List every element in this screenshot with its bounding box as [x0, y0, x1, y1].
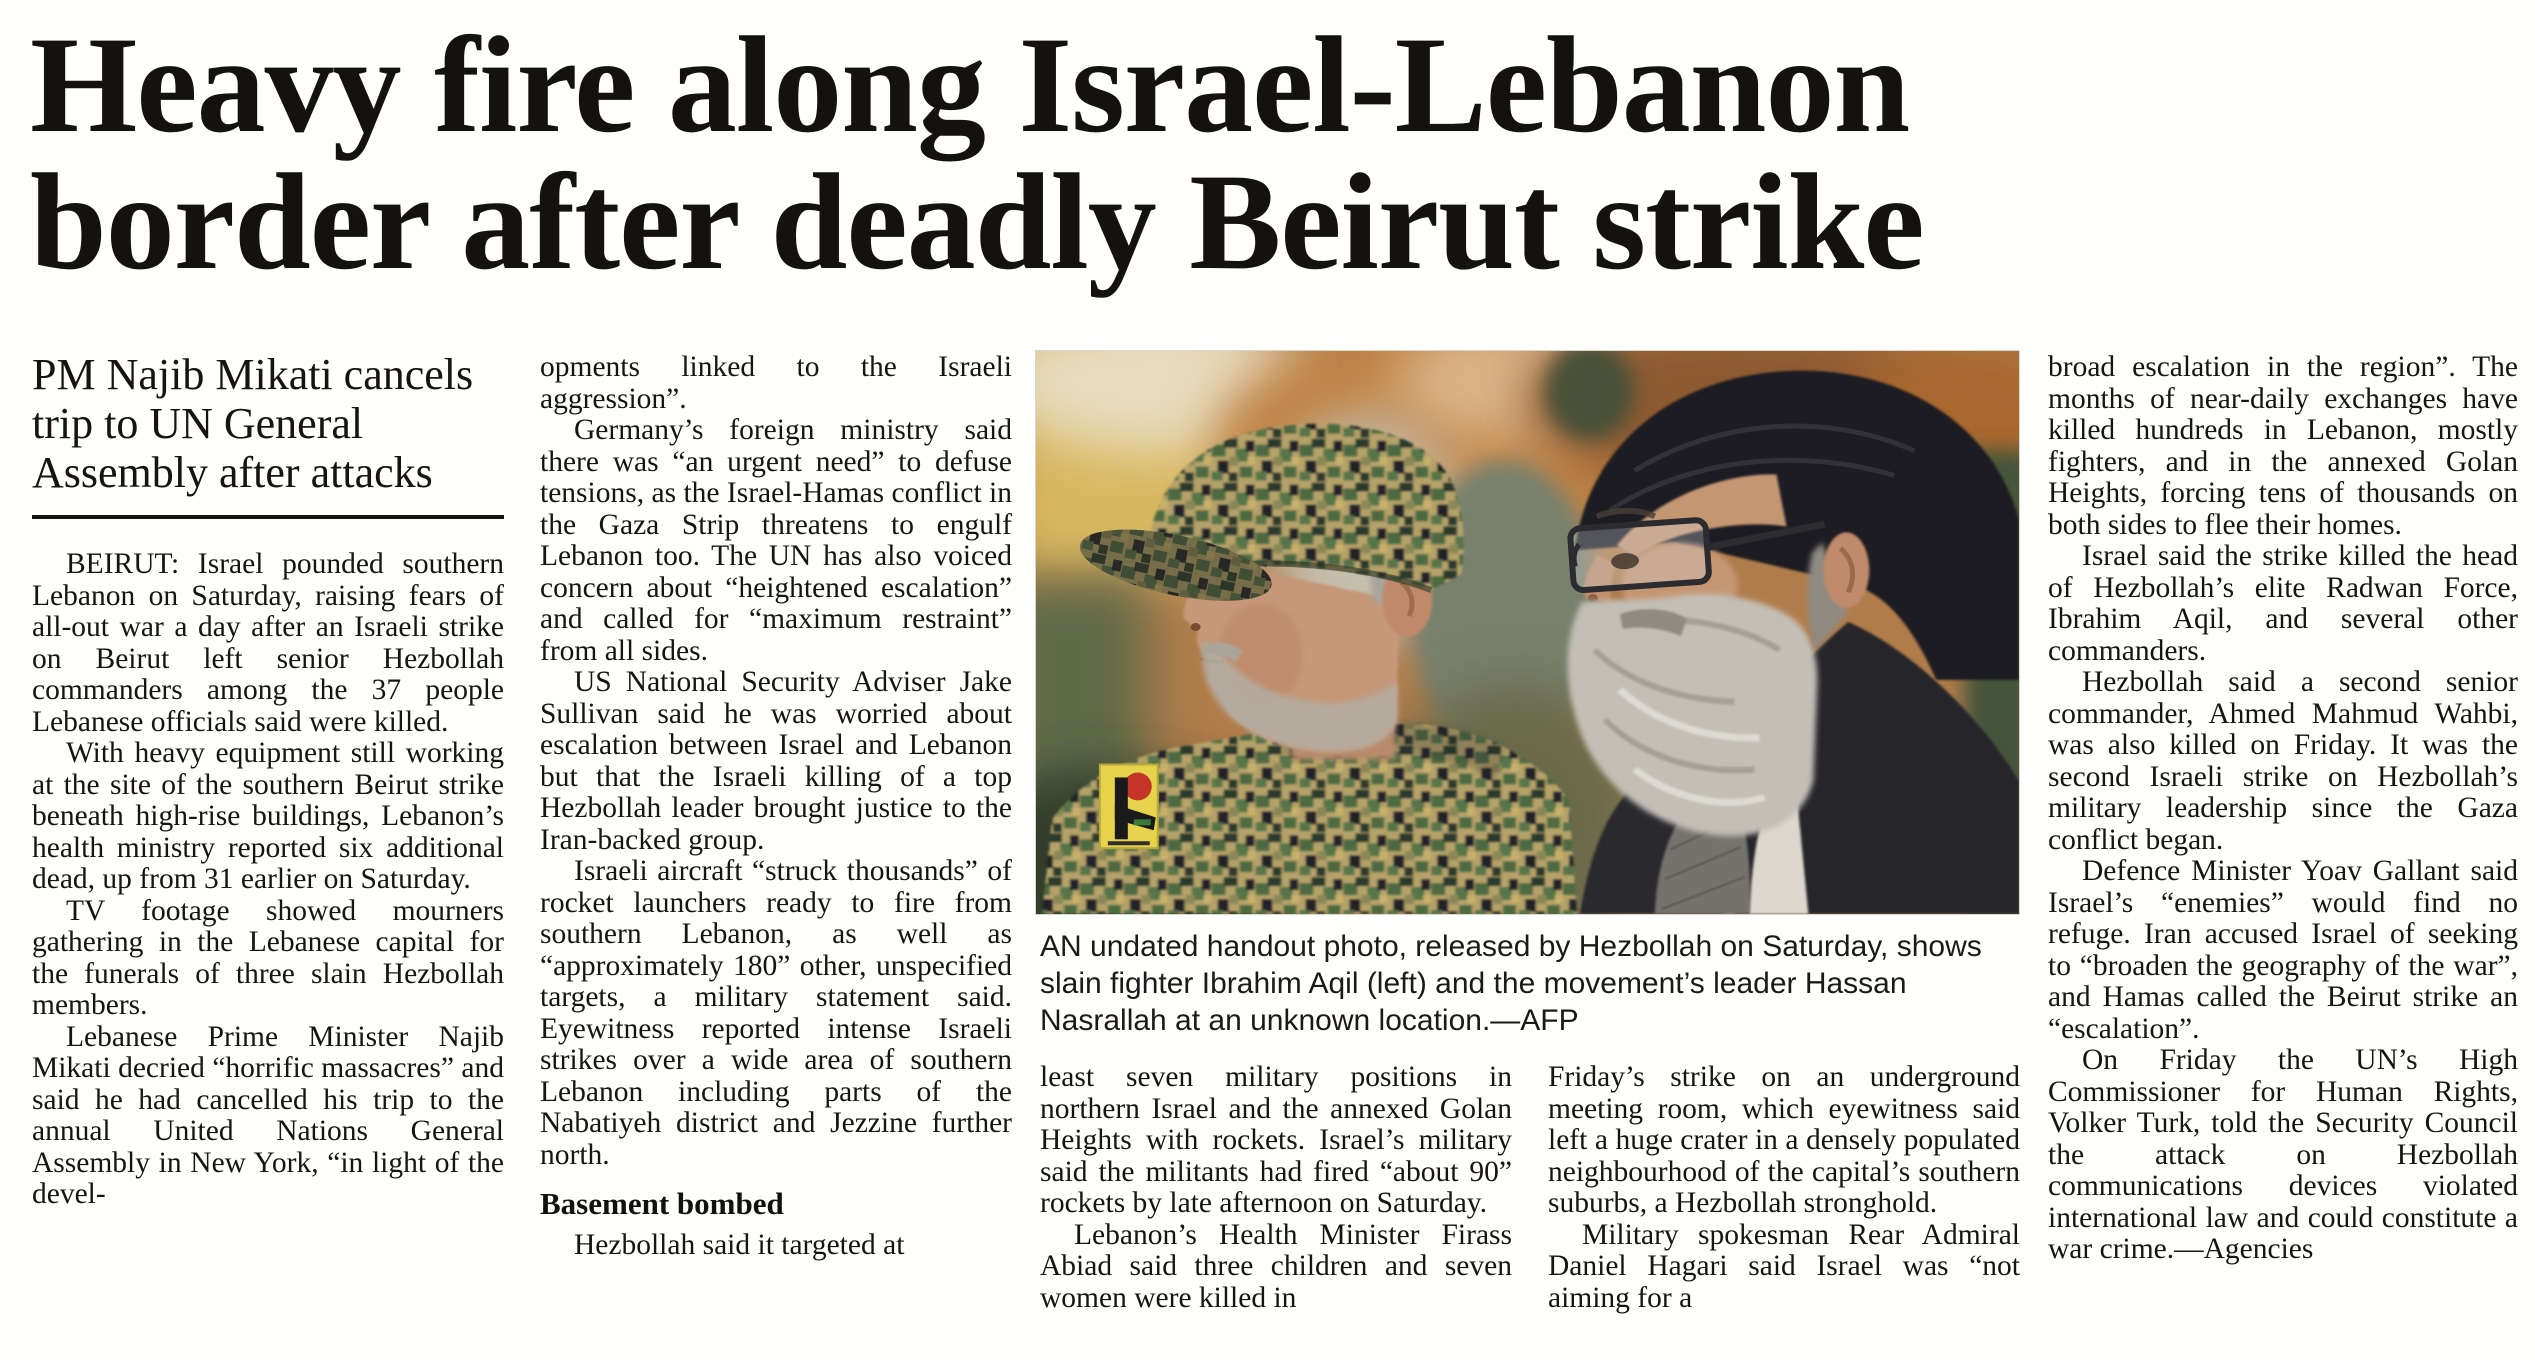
column-1: [32, 350, 504, 1350]
photo-illustration: [1036, 351, 2019, 914]
headline: [30, 8, 1924, 298]
right-man-figure: [1568, 371, 2019, 914]
body-paragraph: Hezbollah said a second senior commander, Ahmed Mahmud Wahbi, was also killed on Friday. It was the second Israeli strike on Hezbollah’s military leadership since the Gaza conflict began.: [2048, 666, 2518, 856]
standfirst: PM Najib Mikati cancels trip to UN General Assembly after attacks: [32, 350, 474, 497]
body-paragraph: Lebanese Prime Minister Najib Mikati decried “horrific massacres” and said he had cancelled his trip to the annual United Nations General Assembly in New York, “in light of the devel-: [32, 1020, 504, 1210]
body-paragraph: On Friday the UN’s High Commissioner for Human Rights, Volker Turk, told the Security Council the attack on Hezbollah communications devices violated international law and could constitute a war crime.—Agencies: [2048, 1044, 2518, 1265]
body-paragraph: broad escalation in the region”. The months of near-daily exchanges have killed hundreds in Lebanon, mostly fighters, and in the annexed Golan Heights, forcing tens of thousands on both sides to flee their homes.: [2048, 352, 2518, 541]
body-paragraph: BEIRUT: Israel pounded southern Lebanon on Saturday, raising fears of all-out war a day after an Israeli strike on Beirut left senior Hezbollah commanders among the 37 people Lebanese officials said were killed.: [32, 548, 504, 738]
headline-line-1: Heavy fire along Israel-Lebanon: [30, 8, 1910, 161]
right-man-ear: [1823, 532, 1869, 608]
body-paragraph: TV footage showed mourners gathering in the Lebanese capital for the funerals of three slain Hezbollah members.: [32, 894, 504, 1021]
body-paragraph: With heavy equipment still working at the site of the southern Beirut strike beneath high-rise buildings, Lebanon’s health ministry reported six additional dead, up from 31 earlier on Saturday.: [32, 737, 504, 895]
column-5-text: [2048, 352, 2518, 1364]
column-2-text: [540, 352, 1012, 1364]
standfirst-rule: [32, 515, 504, 519]
body-paragraph: Israeli aircraft “struck thousands” of rocket launchers ready to fire from southern Lebanon, as well as “approximately 180” other, unspecified targets, a military statement said. Eyewitness reported intense Israeli strikes over a wide area of southern Lebanon including parts of the Nabatiyeh district and Jezzine further north.: [540, 855, 1012, 1171]
body-paragraph: Hezbollah said it targeted at: [574, 1229, 905, 1261]
body-paragraph: Friday’s strike on an underground meeting room, which eyewitness said left a huge crater in a densely populated neighbourhood of the capital’s southern suburbs, a Hezbollah stronghold.: [1548, 1062, 2020, 1219]
column-1-text: [32, 549, 504, 1211]
body-paragraph: Military spokesman Rear Admiral Daniel Hagari said Israel was “not aiming for a: [1548, 1218, 2020, 1314]
headline-line-2: border after deadly Beirut strike: [30, 145, 1924, 298]
column-4-text: [1548, 1062, 2020, 1362]
body-paragraph: Germany’s foreign ministry said there was “an urgent need” to defuse tensions, as the Israel-Hamas conflict in the Gaza Strip threatens to engulf Lebanon too. The UN has also voiced concern about “heightened escalation” and called for “maximum restraint” from all sides.: [540, 414, 1012, 667]
body-paragraph: opments linked to the Israeli aggression”.: [540, 352, 1012, 415]
body-paragraph: Israel said the strike killed the head of Hezbollah’s elite Radwan Force, Ibrahim Aqil, and several other commanders.: [2048, 540, 2518, 667]
article-photo: [1035, 350, 2020, 915]
body-paragraph: Lebanon’s Health Minister Firass Abiad said three children and seven women were killed in: [1040, 1218, 1512, 1314]
photo-caption: AN undated handout photo, released by Hezbollah on Saturday, shows slain fighter Ibrahim Aqil (left) and the movement’s leader Hassan Nasrallah at an unknown location.—AFP: [1040, 930, 1982, 1037]
body-paragraph: least seven military positions in northern Israel and the annexed Golan Heights with rockets. Israel’s military said the militants had fired “about 90” rockets by late afternoon on Saturday.: [1040, 1062, 1512, 1219]
body-paragraph: Defence Minister Yoav Gallant said Israel’s “enemies” would find no refuge. Iran accused Israel of seeking to “broaden the geography of the war”, and Hamas called the Beirut strike an “escalation”.: [2048, 855, 2518, 1045]
body-paragraph: US National Security Adviser Jake Sullivan said he was worried about escalation between Israel and Lebanon but that the Israeli killing of a top Hezbollah leader brought justice to the Iran-backed group.: [540, 666, 1012, 856]
section-subhead: Basement bombed: [540, 1186, 784, 1221]
hezbollah-emblem-icon: [1100, 765, 1158, 849]
column-3-text: [1040, 1062, 1512, 1362]
